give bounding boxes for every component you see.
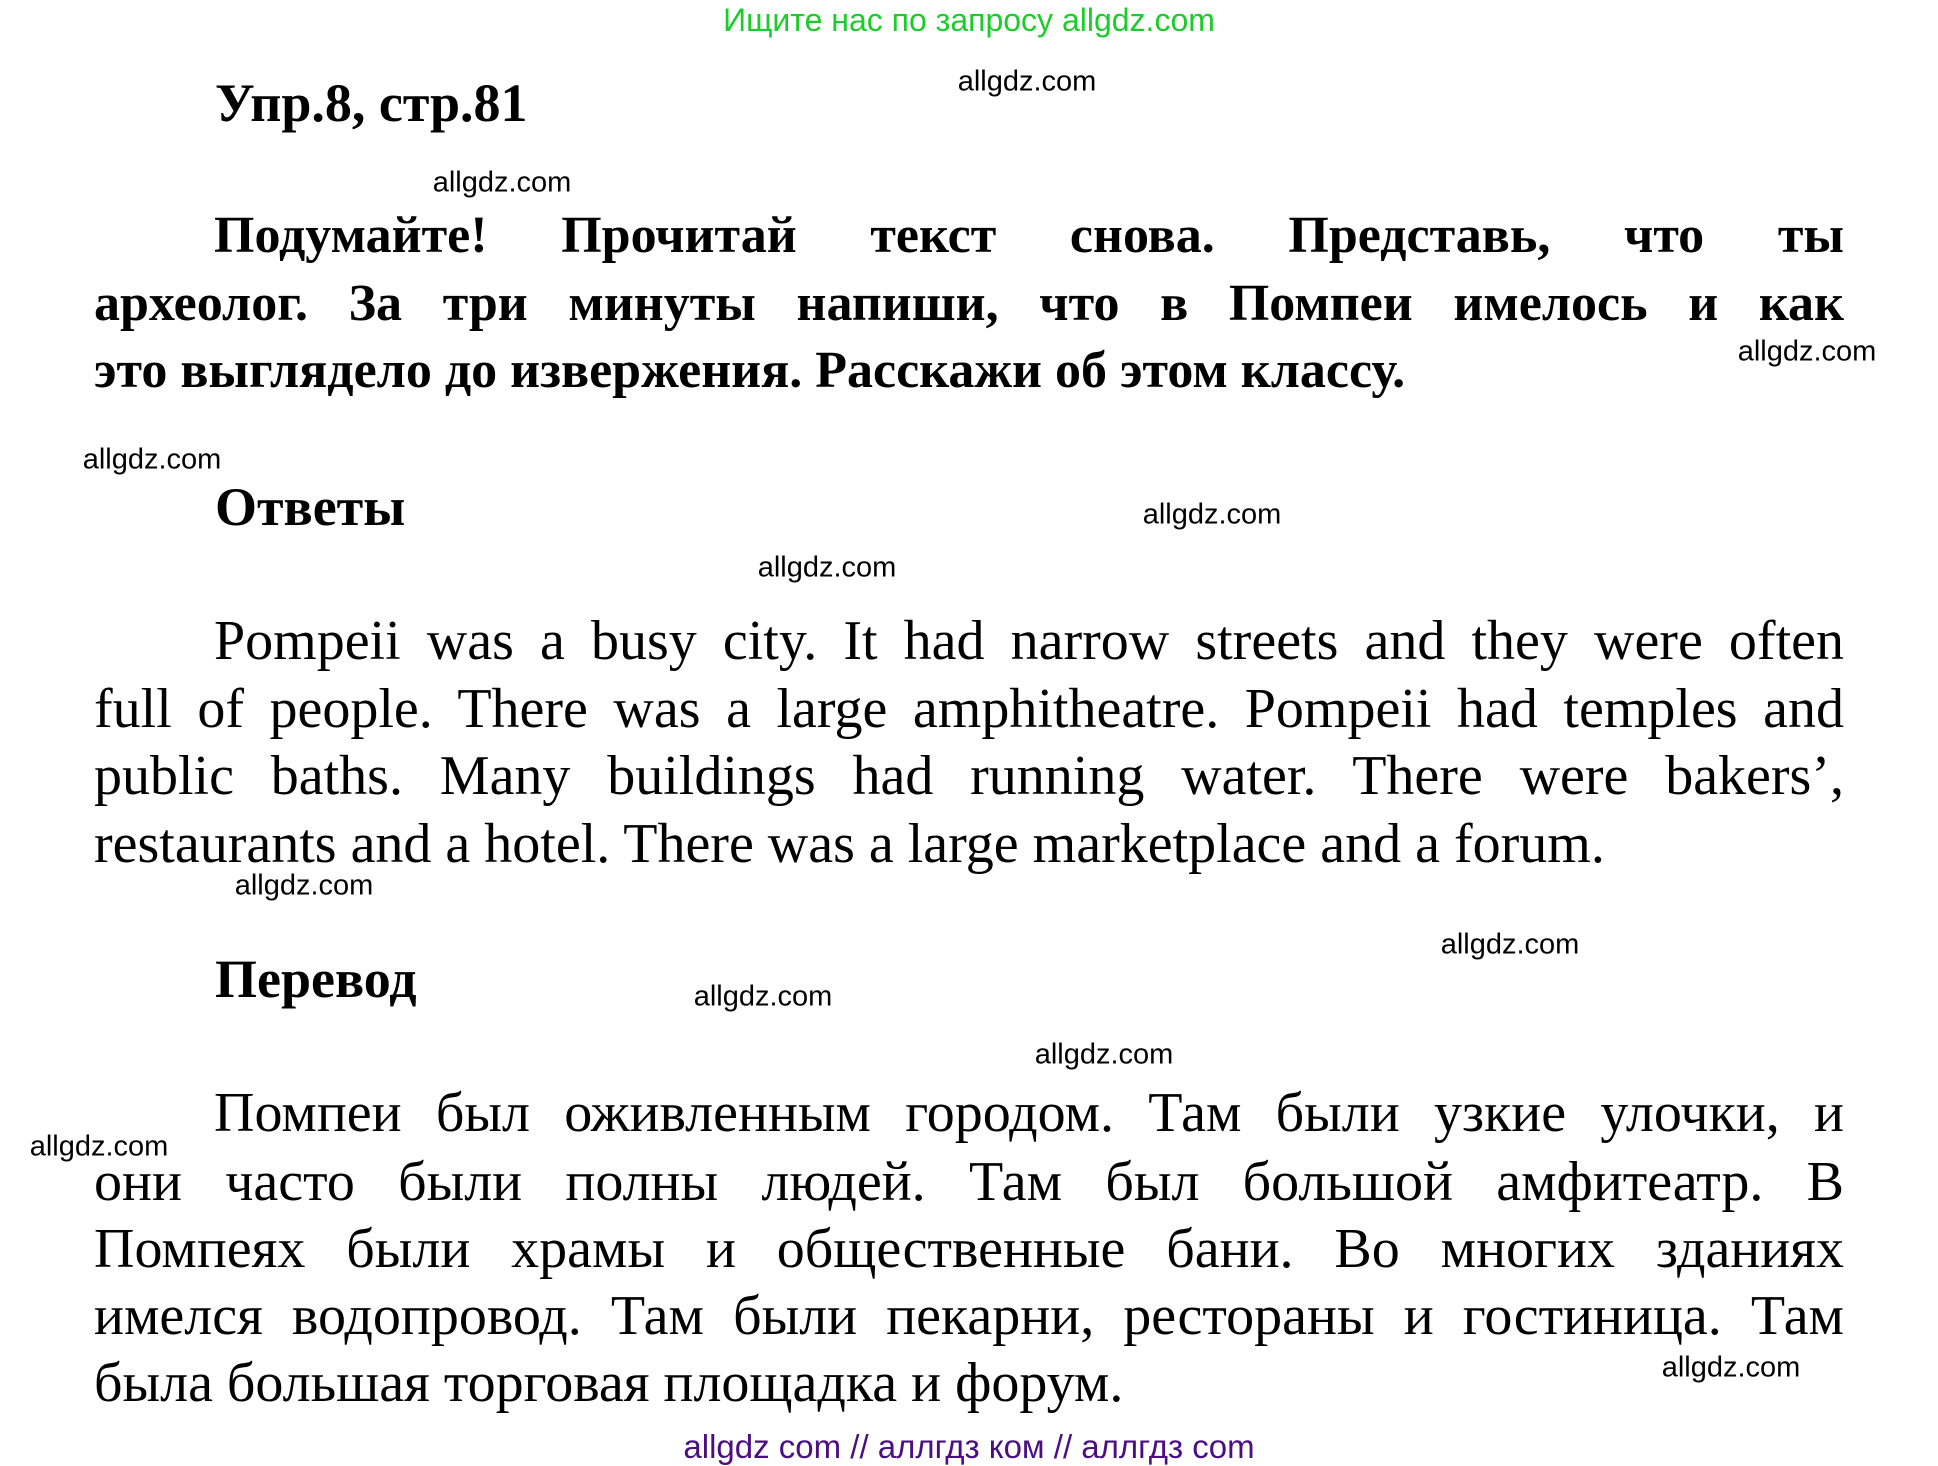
watermark: allgdz.com [29,1130,169,1163]
watermark: allgdz.com [1737,335,1877,368]
watermark: allgdz.com [1661,1351,1801,1384]
watermark: allgdz.com [757,551,897,584]
task-line: это выглядело до извержения. Расскажи об этом классу. [94,342,1406,399]
watermark: allgdz.com [234,869,374,902]
watermark: allgdz.com [1142,498,1282,531]
watermark: allgdz.com [957,65,1097,98]
translation-line: Помпеи был оживленным городом. Там были узкие улочки, и [214,1082,1844,1144]
task-line: Подумайте! Прочитай текст снова. Представь, что ты [214,207,1844,264]
translation-line: Помпеях были храмы и общественные бани. Во многих зданиях [94,1218,1844,1280]
translation-line: они часто были полны людей. Там был большой амфитеатр. В [94,1151,1844,1213]
answer-line: public baths. Many buildings had running water. There were bakers’, [94,745,1844,807]
footer-links: allgdz com // аллгдз ком // аллгдз com [683,1428,1255,1465]
translation-line: имелся водопровод. Там были пекарни, рестораны и гостиница. Там [94,1285,1844,1347]
translation-heading: Перевод [215,949,417,1009]
watermark: allgdz.com [82,443,222,476]
answer-line: restaurants and a hotel. There was a large marketplace and a forum. [94,813,1605,875]
search-banner: Ищите нас по запросу allgdz.com [723,2,1215,38]
watermark: allgdz.com [1440,928,1580,961]
watermark: allgdz.com [1034,1038,1174,1071]
answers-heading: Ответы [215,477,406,537]
page-title: Упр.8, стр.81 [215,73,528,133]
watermark: allgdz.com [693,980,833,1013]
answer-line: Pompeii was a busy city. It had narrow streets and they were often [214,610,1844,672]
watermark: allgdz.com [432,166,572,199]
translation-line: была большая торговая площадка и форум. [94,1352,1124,1414]
answer-line: full of people. There was a large amphitheatre. Pompeii had temples and [94,678,1844,740]
task-line: археолог. За три минуты напиши, что в Помпеи имелось и как [94,275,1844,332]
